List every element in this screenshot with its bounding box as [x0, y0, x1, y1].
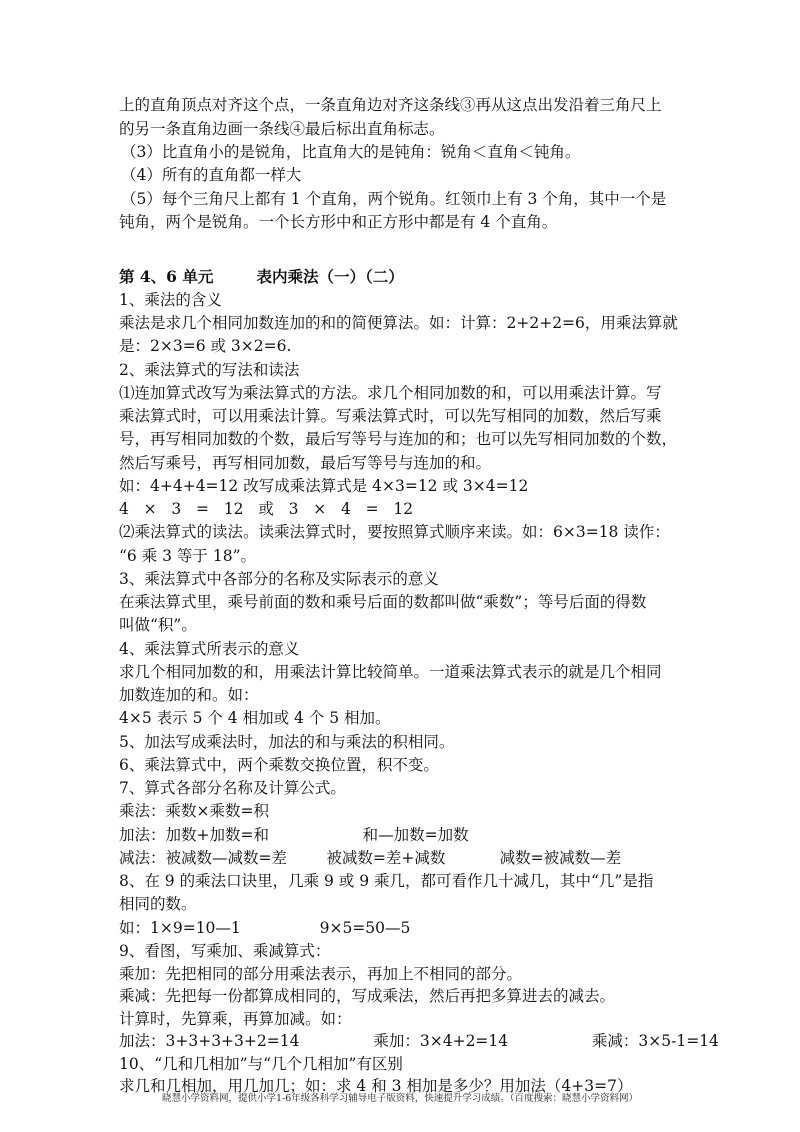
text-line: 4、乘法算式所表示的意义 — [119, 640, 300, 658]
text-line: 计算时，先算乘，再算加减。如： — [119, 1009, 352, 1028]
text-line: 6、乘法算式中，两个乘数交换位置，积不变。 — [119, 756, 439, 774]
text-line: 乘法：乘数×乘数=积 — [119, 802, 269, 820]
text-line: ⑴连加算式改写为乘法算式的方法。求几个相同加数的和，可以用乘法计算。写 — [119, 384, 662, 402]
text-line: 7、算式各部分名称及计算公式。 — [119, 779, 346, 797]
text-line: 叫做“积”。 — [119, 616, 197, 634]
text-line: 乘加：先把相同的部分用乘法表示，再加上不相同的部分。 — [119, 964, 523, 983]
text-line: 然后写乘号，再写相同加数，最后写等号与连加的和。 — [119, 454, 492, 472]
text-line: 钝角，两个是锐角。一个长方形中和正方形中都是有 4 个直角。 — [119, 213, 558, 231]
text-line: 上的直角顶点对齐这个点，一条直角边对齐这条线③再从这点出发沿着三角尺上 — [119, 96, 662, 114]
text-line: 10、“几和几相加”与“几个几相加”有区别 — [119, 1054, 403, 1073]
text-line: 加法：3+3+3+3+2=14 乘加：3×4+2=14 乘减：3×5-1=14 — [119, 1032, 719, 1050]
text-line: 5、加法写成乘法时，加法的和与乘法的积相同。 — [119, 733, 455, 751]
text-line: 求几个相同加数的和，用乘法计算比较简单。一道乘法算式表示的就是几个相同 — [119, 663, 662, 681]
text-line: 求几和几相加，用几加几；如：求 4 和 3 相加是多少？用加法（4+3=7） — [119, 1077, 633, 1095]
page-footer: 晓慧小学资料网，提供小学1-6年级各科学习辅导电子版资料，快速提升学习成绩。（百度搜索：晓慧小学资料网） — [161, 1093, 639, 1104]
text-line: 加数连加的和。如： — [119, 686, 259, 704]
text-line: ⑵乘法算式的读法。读乘法算式时，要按照算式顺序来读。如：6×3=18 读作： — [119, 523, 670, 541]
text-line: 如：1×9=10—1 9×5=50—5 — [119, 919, 411, 937]
text-line: 如：4+4+4=12 改写成乘法算式是 4×3=12 或 3×4=12 — [119, 477, 529, 495]
text-line: 3、乘法算式中各部分的名称及实际表示的意义 — [119, 570, 439, 588]
text-line: 8、在 9 的乘法口诀里，几乘 9 或 9 乘几，都可看作几十减几，其中“几”是指 — [119, 872, 654, 890]
text-line: 4 × 3 = 12 或 3 × 4 = 12 — [119, 500, 414, 518]
section-heading: 第 4、6 单元 表内乘法（一）（二） — [119, 267, 404, 286]
text-line: 4×5 表示 5 个 4 相加或 4 个 5 相加。 — [119, 709, 391, 727]
text-line: 乘法是求几个相同加数连加的和的简便算法。如：计算：2+2+2=6，用乘法算就 — [119, 314, 678, 332]
text-line: 号，再写相同加数的个数，最后写等号与连加的和；也可以先写相同加数的个数， — [119, 430, 678, 448]
text-line: （5）每个三角尺上都有 1 个直角，两个锐角。红领巾上有 3 个角，其中一个是 — [121, 190, 667, 208]
text-line: 9、看图，写乘加、乘减算式： — [119, 942, 331, 960]
text-line: 在乘法算式里，乘号前面的数和乘号后面的数都叫做“乘数”；等号后面的得数 — [119, 593, 647, 611]
text-line: 加法：加数+加数=和 和—加数=加数 — [119, 826, 469, 844]
text-line: 减法：被减数—减数=差 被减数=差+减数 减数=被减数—差 — [119, 849, 622, 867]
text-line: 2、乘法算式的写法和读法 — [119, 361, 300, 379]
text-line: 相同的数。 — [119, 895, 197, 913]
text-line: “6 乘 3 等于 18”。 — [119, 547, 257, 565]
text-line: 是：2×3=6 或 3×2=6. — [119, 337, 292, 355]
text-line: 1、乘法的含义 — [119, 291, 222, 309]
text-line: （4）所有的直角都一样大 — [121, 166, 302, 184]
text-line: （3）比直角小的是锐角，比直角大的是钝角：锐角＜直角＜钝角。 — [121, 143, 581, 161]
text-line: 乘减：先把每一份都算成相同的，写成乘法，然后再把多算进去的减去。 — [119, 987, 616, 1005]
text-line: 乘法算式时，可以用乘法计算。写乘法算式时，可以先写相同的加数，然后写乘 — [119, 407, 662, 425]
text-line: 的另一条直角边画一条线④最后标出直角标志。 — [119, 120, 445, 138]
